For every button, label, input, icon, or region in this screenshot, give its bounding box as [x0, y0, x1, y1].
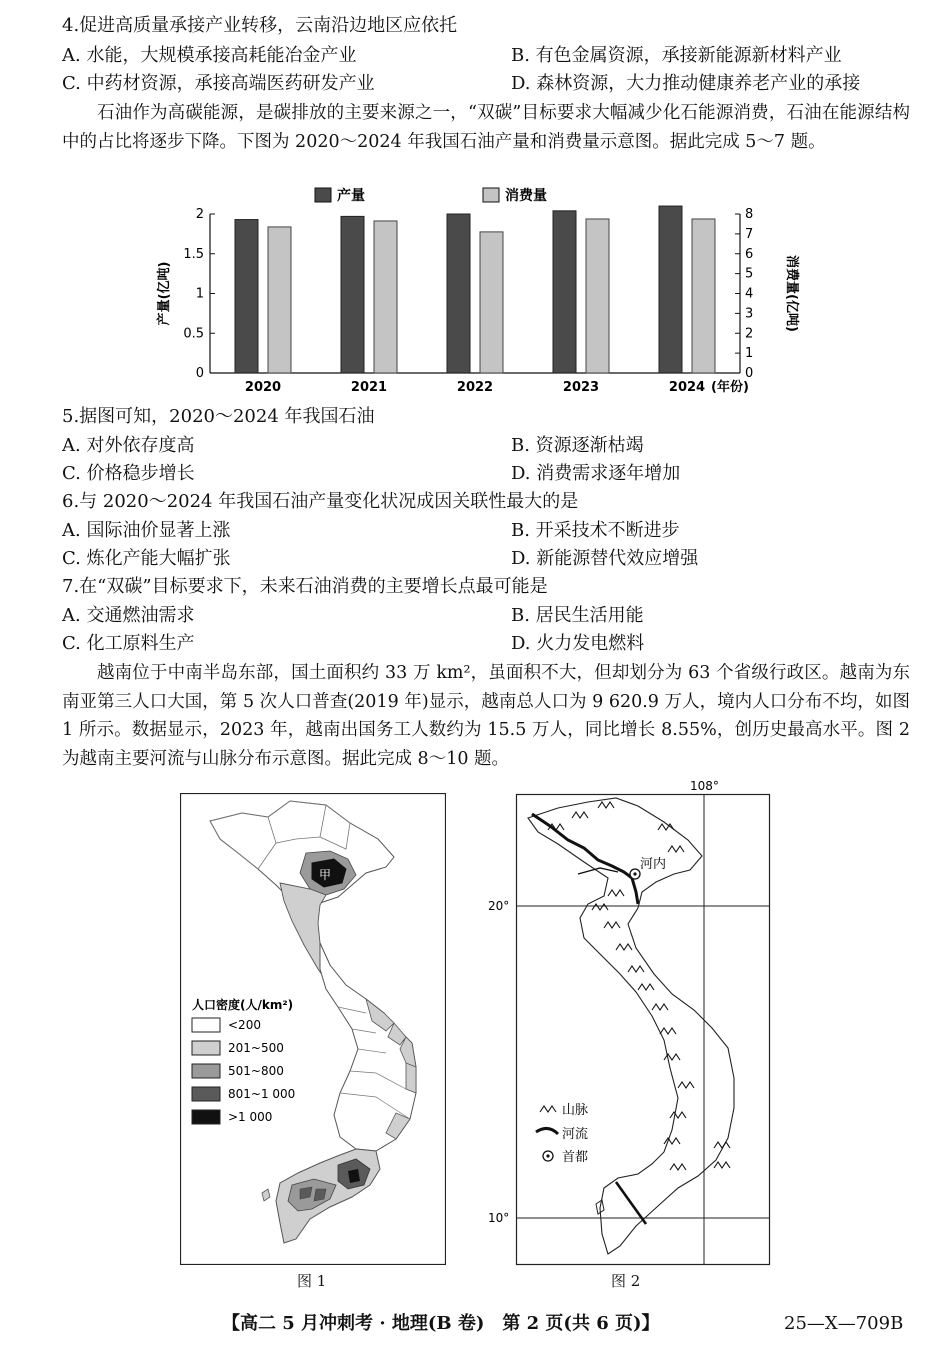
y-right-tick-label: 1 [745, 346, 754, 362]
map2-lat-10: 10° [488, 1211, 510, 1225]
q6-option-d: D. 新能源替代效应增强 [511, 548, 699, 569]
legend-mountain-label: 山脉 [562, 1103, 589, 1118]
q5-option-a: A. 对外依存度高 [62, 435, 195, 456]
x-tick-label: 2022 [456, 380, 494, 395]
map2-caption: 图 2 [611, 1272, 641, 1290]
x-tick-label: 2021 [350, 380, 388, 395]
legend-swatch-consumption [483, 188, 499, 202]
vietnam-rivers-mountains-map [488, 778, 773, 1266]
q7-option-b: B. 居民生活用能 [511, 605, 644, 626]
vietnam-population-map [180, 793, 446, 1265]
passage-vietnam: 越南位于中南半岛东部，国土面积约 33 万 km²，虽面积不大，但却划分为 63 个省级行政区。越南为东南亚第三人口大国，第 5 次人口普查(2019 年)显示，越南总人口为 9 620.9 万人，境内人口分布不均，如图 1 所示。数据显示，2023 年，越南出国务工人数约为 15.5 万人，同比增长 8.55%，创历史最高水平。图 2 为越南主要河流与山脉分布示意图。据此完成 8～10 题。 [62, 663, 910, 769]
page-footer: 【高二 5 月冲刺考 · 地理(B 卷) 第 2 页(共 6 页)】 [222, 1313, 660, 1334]
y-right-tick-label: 4 [745, 286, 754, 302]
q6-option-b: B. 开采技术不断进步 [511, 520, 680, 541]
q4-stem: 4.促进高质量承接产业转移，云南沿边地区应依托 [62, 15, 458, 36]
legend-label-2: 501~800 [228, 1064, 284, 1078]
y-right-tick-label: 3 [745, 306, 754, 322]
legend-swatch-2 [192, 1064, 220, 1078]
x-tick-label: 2023 [562, 380, 600, 395]
paper-code: 25—X—709B [784, 1313, 904, 1334]
y-right-tick-label: 8 [745, 207, 754, 222]
q4-option-b: B. 有色金属资源，承接新能源新材料产业 [511, 45, 842, 66]
y-right-tick-label: 6 [745, 246, 754, 262]
legend-swatch-3 [192, 1087, 220, 1101]
y-right-tick-label: 2 [745, 326, 754, 342]
q7-option-d: D. 火力发电燃料 [511, 633, 645, 654]
y-left-tick-label: 2 [195, 207, 204, 222]
y-right-tick-label: 5 [745, 266, 754, 282]
y-left-tick-label: 0.5 [183, 326, 204, 342]
y-left-tick-label: 1.5 [183, 246, 204, 262]
q7-stem: 7.在“双碳”目标要求下，未来石油消费的主要增长点最可能是 [62, 576, 548, 597]
legend-label-4: >1 000 [228, 1110, 273, 1124]
y-left-tick-label: 0 [195, 366, 204, 381]
map1-legend-title: 人口密度(人/km²) [192, 998, 294, 1012]
legend-swatch-1 [192, 1041, 220, 1055]
legend-label-production: 产量 [337, 188, 365, 204]
y-left-tick-label: 1 [195, 286, 204, 302]
legend-label-consumption: 消费量 [505, 188, 547, 204]
y-right-tick-label: 7 [745, 226, 754, 242]
legend-label-1: 201~500 [228, 1041, 284, 1055]
legend-label-0: <200 [228, 1018, 261, 1032]
q5-option-c: C. 价格稳步增长 [62, 463, 195, 484]
legend-swatch-production [315, 188, 331, 202]
map2-lon-label: 108° [690, 779, 719, 793]
x-unit-label: (年份) [711, 380, 749, 395]
bar-production-2021 [341, 216, 364, 373]
bar-consumption-2022 [480, 232, 503, 373]
q4-option-d: D. 森林资源，大力推动健康养老产业的承接 [511, 73, 861, 94]
bar-production-2022 [447, 214, 470, 373]
x-tick-label: 2024 [668, 380, 706, 395]
legend-swatch-0 [192, 1018, 220, 1032]
q6-stem: 6.与 2020～2024 年我国石油产量变化状况成因关联性最大的是 [62, 491, 579, 512]
map2-capital-label: 河内 [640, 857, 667, 872]
y-label-right: 消费量(亿吨) [784, 255, 799, 332]
legend-river-label: 河流 [562, 1127, 589, 1142]
bar-consumption-2020 [268, 227, 291, 373]
oil-bar-chart [150, 180, 800, 405]
legend-label-3: 801~1 000 [228, 1087, 296, 1101]
map1-hcmc [348, 1169, 360, 1183]
y-right-tick-label: 0 [745, 366, 754, 381]
bar-consumption-2021 [374, 221, 397, 373]
q6-option-c: C. 炼化产能大幅扩张 [62, 548, 231, 569]
map1-region-label: 甲 [318, 868, 332, 882]
q5-option-d: D. 消费需求逐年增加 [511, 463, 681, 484]
passage-oil: 石油作为高碳能源，是碳排放的主要来源之一，“双碳”目标要求大幅减少化石能源消费，石油在能源结构中的占比将逐步下降。下图为 2020～2024 年我国石油产量和消费量示意图。据此完成 5～7 题。 [62, 103, 910, 152]
q4-option-a: A. 水能，大规模承接高耗能冶金产业 [62, 45, 357, 66]
map1-caption: 图 1 [297, 1272, 327, 1290]
map2-lat-20: 20° [488, 899, 510, 913]
bar-consumption-2023 [586, 219, 609, 373]
bar-production-2020 [235, 220, 258, 373]
bar-production-2024 [659, 206, 682, 373]
q5-stem: 5.据图可知，2020～2024 年我国石油 [62, 406, 375, 427]
bar-production-2023 [553, 211, 576, 373]
q6-option-a: A. 国际油价显著上涨 [62, 520, 231, 541]
legend-capital-label: 首都 [562, 1150, 589, 1165]
y-label-left: 产量(亿吨) [157, 261, 172, 326]
q7-option-a: A. 交通燃油需求 [62, 605, 195, 626]
q7-option-c: C. 化工原料生产 [62, 633, 195, 654]
legend-swatch-4 [192, 1110, 220, 1124]
bar-consumption-2024 [692, 219, 715, 373]
q5-option-b: B. 资源逐渐枯竭 [511, 435, 644, 456]
q4-option-c: C. 中药材资源，承接高端医药研发产业 [62, 73, 375, 94]
x-tick-label: 2020 [244, 380, 282, 395]
